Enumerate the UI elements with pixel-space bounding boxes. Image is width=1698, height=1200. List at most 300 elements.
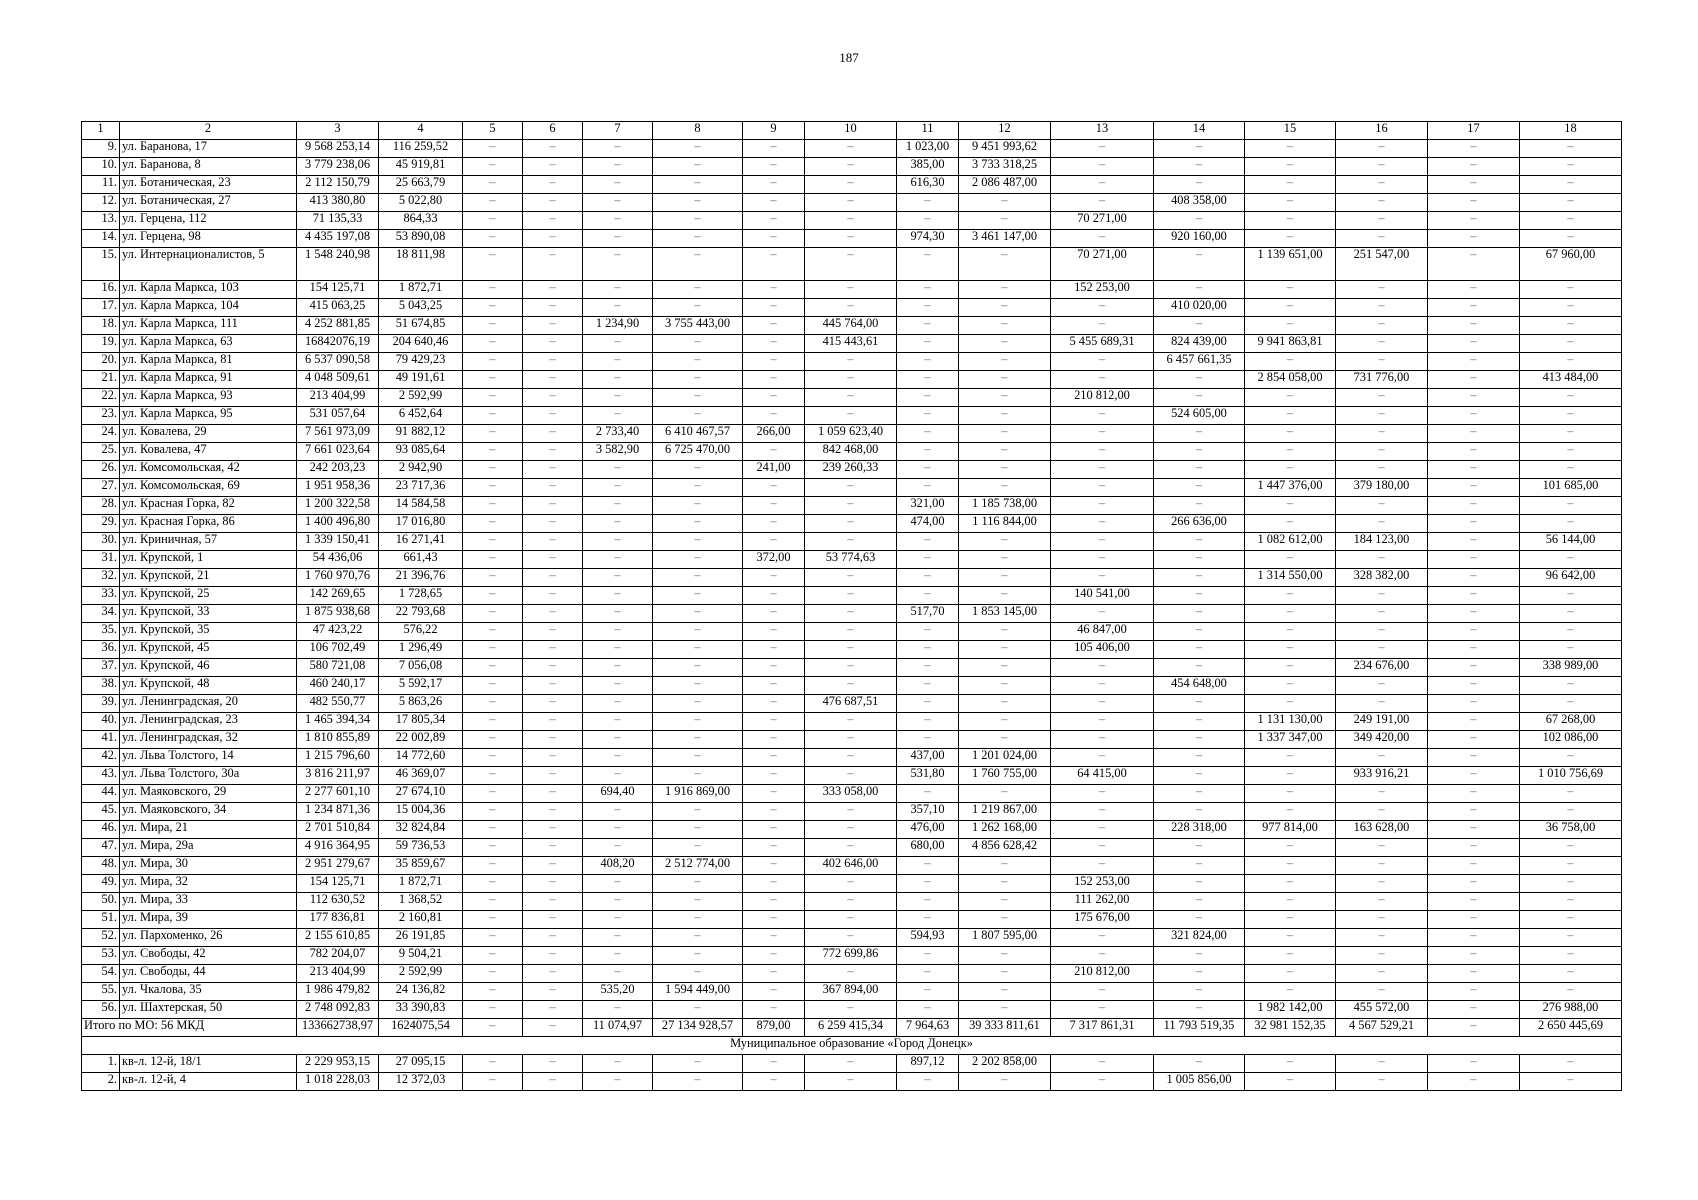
value-cell: – [1245,965,1336,983]
value-cell: – [897,479,959,497]
value-cell: 33 390,83 [379,1001,463,1019]
value-cell: 933 916,21 [1336,767,1428,785]
value-cell: 460 240,17 [297,677,379,695]
table-row [82,389,1622,407]
value-cell: – [583,875,653,893]
total-value-cell: 7 317 861,31 [1051,1019,1154,1037]
value-cell: – [1154,425,1245,443]
table-row [82,713,1622,731]
row-number: 50. [82,893,120,911]
value-cell: – [743,803,805,821]
value-cell: – [805,194,897,212]
value-cell: – [463,317,523,335]
value-cell: – [1520,158,1622,176]
value-cell: 154 125,71 [297,281,379,299]
value-cell: 1 314 550,00 [1245,569,1336,587]
value-cell: – [1520,839,1622,857]
value-cell: – [897,335,959,353]
section-row [82,1037,1622,1055]
value-cell: – [523,497,583,515]
value-cell: – [1154,158,1245,176]
value-cell: – [583,821,653,839]
value-cell: – [897,389,959,407]
value-cell: – [1051,929,1154,947]
value-cell: – [583,461,653,479]
value-cell: 6 452,64 [379,407,463,425]
value-cell: 1 982 142,00 [1245,1001,1336,1019]
value-cell: – [1336,497,1428,515]
address-cell: ул. Пархоменко, 26 [120,929,297,947]
table-row [82,281,1622,299]
value-cell: – [805,515,897,533]
column-header: 7 [583,122,653,140]
column-header: 2 [120,122,297,140]
value-cell: – [1520,443,1622,461]
value-cell: 680,00 [897,839,959,857]
value-cell: – [959,443,1051,461]
table-row [82,407,1622,425]
value-cell: – [1428,875,1520,893]
value-cell: – [583,767,653,785]
value-cell: 1 010 756,69 [1520,767,1622,785]
value-cell: – [897,281,959,299]
row-number: 44. [82,785,120,803]
row-number: 26. [82,461,120,479]
value-cell: – [463,893,523,911]
value-cell: – [523,587,583,605]
value-cell: 96 642,00 [1520,569,1622,587]
total-value-cell: 1624075,54 [379,1019,463,1037]
value-cell: 4 435 197,08 [297,230,379,248]
address-cell: ул. Ленинградская, 20 [120,695,297,713]
value-cell: – [463,623,523,641]
value-cell: – [1428,1055,1520,1073]
column-header: 11 [897,122,959,140]
value-cell: – [523,713,583,731]
value-cell: – [523,443,583,461]
value-cell: – [463,371,523,389]
value-cell: – [743,1055,805,1073]
value-cell: 5 592,17 [379,677,463,695]
value-cell: 2 202 858,00 [959,1055,1051,1073]
table-row [82,803,1622,821]
value-cell: – [463,803,523,821]
row-number: 54. [82,965,120,983]
value-cell: 1 951 958,36 [297,479,379,497]
value-cell: – [1520,389,1622,407]
value-cell: – [1245,551,1336,569]
table-row [82,659,1622,677]
value-cell: 731 776,00 [1336,371,1428,389]
address-cell: ул. Мира, 32 [120,875,297,893]
value-cell: – [1336,929,1428,947]
row-number: 53. [82,947,120,965]
value-cell: – [805,353,897,371]
value-cell: – [1520,785,1622,803]
value-cell: – [523,515,583,533]
column-header: 15 [1245,122,1336,140]
value-cell: – [583,839,653,857]
value-cell: – [743,140,805,158]
value-cell: – [1428,158,1520,176]
value-cell: – [743,659,805,677]
value-cell: – [959,299,1051,317]
table-row [82,695,1622,713]
value-cell: – [463,695,523,713]
value-cell: – [897,623,959,641]
value-cell: 372,00 [743,551,805,569]
value-cell: – [805,479,897,497]
value-cell: – [1336,749,1428,767]
value-cell: 357,10 [897,803,959,821]
value-cell: 14 772,60 [379,749,463,767]
total-value-cell: 133662738,97 [297,1019,379,1037]
value-cell: – [1051,857,1154,875]
value-cell: 321,00 [897,497,959,515]
value-cell: 1 339 150,41 [297,533,379,551]
column-header: 18 [1520,122,1622,140]
value-cell: – [523,839,583,857]
value-cell: – [1428,551,1520,569]
value-cell: – [583,158,653,176]
value-cell: – [1428,911,1520,929]
value-cell: – [523,371,583,389]
value-cell: – [805,212,897,230]
value-cell: 213 404,99 [297,389,379,407]
value-cell: – [743,479,805,497]
value-cell: – [463,299,523,317]
value-cell: – [1154,893,1245,911]
table-row [82,194,1622,212]
value-cell: – [463,911,523,929]
value-cell: – [1336,461,1428,479]
value-cell: – [1520,965,1622,983]
value-cell: – [583,965,653,983]
value-cell: – [1051,839,1154,857]
value-cell: – [463,425,523,443]
table-row [82,479,1622,497]
value-cell: – [653,659,743,677]
value-cell: 864,33 [379,212,463,230]
value-cell: – [1428,803,1520,821]
value-cell: 531 057,64 [297,407,379,425]
value-cell: – [897,194,959,212]
value-cell: 1 139 651,00 [1245,248,1336,281]
value-cell: – [1428,767,1520,785]
value-cell: – [1245,407,1336,425]
value-cell: – [1051,695,1154,713]
row-number: 43. [82,767,120,785]
value-cell: – [523,749,583,767]
value-cell: – [897,551,959,569]
value-cell: – [805,605,897,623]
total-value-cell: 879,00 [743,1019,805,1037]
value-cell: – [1154,803,1245,821]
row-number: 52. [82,929,120,947]
value-cell: – [1428,281,1520,299]
value-cell: – [959,194,1051,212]
value-cell: – [897,785,959,803]
value-cell: – [463,176,523,194]
value-cell: – [743,785,805,803]
value-cell: – [1428,983,1520,1001]
value-cell: – [1245,140,1336,158]
value-cell: – [463,767,523,785]
value-cell: 14 584,58 [379,497,463,515]
value-cell: 49 191,61 [379,371,463,389]
value-cell: – [897,443,959,461]
value-cell: – [1245,857,1336,875]
value-cell: – [897,248,959,281]
value-cell: – [653,371,743,389]
value-cell: 974,30 [897,230,959,248]
value-cell: 379 180,00 [1336,479,1428,497]
row-number: 25. [82,443,120,461]
value-cell: – [523,158,583,176]
row-number: 46. [82,821,120,839]
value-cell: – [583,353,653,371]
address-cell: кв-л. 12-й, 4 [120,1073,297,1091]
value-cell: 26 191,85 [379,929,463,947]
value-cell: – [897,965,959,983]
value-cell: – [897,875,959,893]
table-row [82,158,1622,176]
value-cell: – [959,587,1051,605]
value-cell: 977 814,00 [1245,821,1336,839]
value-cell: 454 648,00 [1154,677,1245,695]
value-cell: – [583,605,653,623]
value-cell: – [583,569,653,587]
value-cell: – [1051,983,1154,1001]
value-cell: – [583,1001,653,1019]
table-row [82,641,1622,659]
value-cell: – [1154,947,1245,965]
row-number: 48. [82,857,120,875]
value-cell: – [959,875,1051,893]
value-cell: – [1245,983,1336,1001]
value-cell: – [897,659,959,677]
value-cell: – [1336,839,1428,857]
value-cell: 228 318,00 [1154,821,1245,839]
value-cell: 2 160,81 [379,911,463,929]
value-cell: – [1428,140,1520,158]
value-cell: – [523,803,583,821]
value-cell: – [653,515,743,533]
column-header: 1 [82,122,120,140]
value-cell: 580 721,08 [297,659,379,677]
value-cell: – [805,587,897,605]
value-cell: – [1245,911,1336,929]
value-cell: 2 112 150,79 [297,176,379,194]
value-cell: 210 812,00 [1051,389,1154,407]
value-cell: – [1051,140,1154,158]
row-number: 13. [82,212,120,230]
row-number: 42. [82,749,120,767]
value-cell: – [743,176,805,194]
table-row [82,425,1622,443]
value-cell: – [1051,1073,1154,1091]
value-cell: – [897,713,959,731]
value-cell: 1 262 168,00 [959,821,1051,839]
value-cell: – [1154,389,1245,407]
value-cell: – [1428,461,1520,479]
value-cell: – [1051,515,1154,533]
value-cell: 1 872,71 [379,281,463,299]
value-cell: – [1520,857,1622,875]
row-number: 49. [82,875,120,893]
value-cell: – [1051,803,1154,821]
value-cell: 349 420,00 [1336,731,1428,749]
value-cell: 3 733 318,25 [959,158,1051,176]
value-cell: – [653,767,743,785]
value-cell: 184 123,00 [1336,533,1428,551]
value-cell: – [1520,893,1622,911]
column-header: 16 [1336,122,1428,140]
value-cell: 385,00 [897,158,959,176]
value-cell: 1 400 496,80 [297,515,379,533]
value-cell: 2 748 092,83 [297,1001,379,1019]
value-cell: – [523,641,583,659]
value-cell: – [743,533,805,551]
value-cell: 53 774,63 [805,551,897,569]
value-cell: 476 687,51 [805,695,897,713]
value-cell: – [743,695,805,713]
value-cell: – [523,731,583,749]
value-cell: – [523,176,583,194]
value-cell: – [897,947,959,965]
address-cell: ул. Ботаническая, 27 [120,194,297,212]
value-cell: – [1428,821,1520,839]
value-cell: 402 646,00 [805,857,897,875]
value-cell: – [1154,371,1245,389]
value-cell: – [653,551,743,569]
value-cell: – [1520,875,1622,893]
value-cell: – [1428,1001,1520,1019]
value-cell: – [805,821,897,839]
value-cell: – [897,731,959,749]
value-cell: 1 082 612,00 [1245,533,1336,551]
address-cell: ул. Мира, 21 [120,821,297,839]
value-cell: – [653,212,743,230]
value-cell: 241,00 [743,461,805,479]
value-cell: – [523,230,583,248]
value-cell: 1 234 871,36 [297,803,379,821]
value-cell: 328 382,00 [1336,569,1428,587]
value-cell: 1 201 024,00 [959,749,1051,767]
value-cell: – [1154,785,1245,803]
value-cell: 101 685,00 [1520,479,1622,497]
value-cell: – [743,299,805,317]
value-cell: – [1154,569,1245,587]
value-cell: – [1154,641,1245,659]
value-cell: – [1245,605,1336,623]
value-cell: 1 807 595,00 [959,929,1051,947]
value-cell: – [1154,857,1245,875]
value-cell: 1 018 228,03 [297,1073,379,1091]
value-cell: – [1245,212,1336,230]
value-cell: – [1428,353,1520,371]
value-cell: – [523,248,583,281]
value-cell: – [1245,803,1336,821]
value-cell: – [653,641,743,659]
value-cell: – [805,641,897,659]
value-cell: 338 989,00 [1520,659,1622,677]
table-row [82,587,1622,605]
value-cell: – [743,713,805,731]
value-cell: – [523,677,583,695]
value-cell: – [583,176,653,194]
value-cell: – [743,641,805,659]
value-cell: – [743,443,805,461]
value-cell: – [463,731,523,749]
value-cell: – [959,425,1051,443]
value-cell: 5 863,26 [379,695,463,713]
address-cell: ул. Чкалова, 35 [120,983,297,1001]
value-cell: – [1428,677,1520,695]
value-cell: 408 358,00 [1154,194,1245,212]
value-cell: – [1245,425,1336,443]
value-cell: – [1336,911,1428,929]
value-cell: – [1428,857,1520,875]
value-cell: 105 406,00 [1051,641,1154,659]
value-cell: – [1336,425,1428,443]
value-cell: 1 760 970,76 [297,569,379,587]
value-cell: – [523,533,583,551]
value-cell: – [897,353,959,371]
row-number: 34. [82,605,120,623]
value-cell: – [463,479,523,497]
table-row [82,767,1622,785]
value-cell: – [897,1073,959,1091]
value-cell: – [1520,461,1622,479]
value-cell: – [1428,407,1520,425]
value-cell: – [1051,425,1154,443]
column-header: 17 [1428,122,1520,140]
value-cell: – [583,749,653,767]
value-cell: – [1051,947,1154,965]
value-cell: – [805,731,897,749]
value-cell: – [653,140,743,158]
value-cell: – [959,785,1051,803]
value-cell: – [463,569,523,587]
value-cell: – [1336,407,1428,425]
value-cell: – [1245,317,1336,335]
value-cell: – [1336,857,1428,875]
value-cell: – [1520,947,1622,965]
value-cell: – [959,569,1051,587]
value-cell: 2 277 601,10 [297,785,379,803]
value-cell: 413 380,80 [297,194,379,212]
value-cell: 694,40 [583,785,653,803]
value-cell: – [959,281,1051,299]
value-cell: – [523,551,583,569]
value-cell: – [1051,158,1154,176]
value-cell: – [805,299,897,317]
table-row [82,317,1622,335]
value-cell: – [1428,659,1520,677]
value-cell: – [1428,497,1520,515]
total-value-cell: 7 964,63 [897,1019,959,1037]
address-cell: ул. Карла Маркса, 104 [120,299,297,317]
value-cell: 67 268,00 [1520,713,1622,731]
value-cell: 1 131 130,00 [1245,713,1336,731]
address-cell: ул. Герцена, 112 [120,212,297,230]
value-cell: – [959,533,1051,551]
value-cell: – [583,713,653,731]
value-cell: – [1154,839,1245,857]
column-header: 6 [523,122,583,140]
data-table [81,121,1622,1091]
